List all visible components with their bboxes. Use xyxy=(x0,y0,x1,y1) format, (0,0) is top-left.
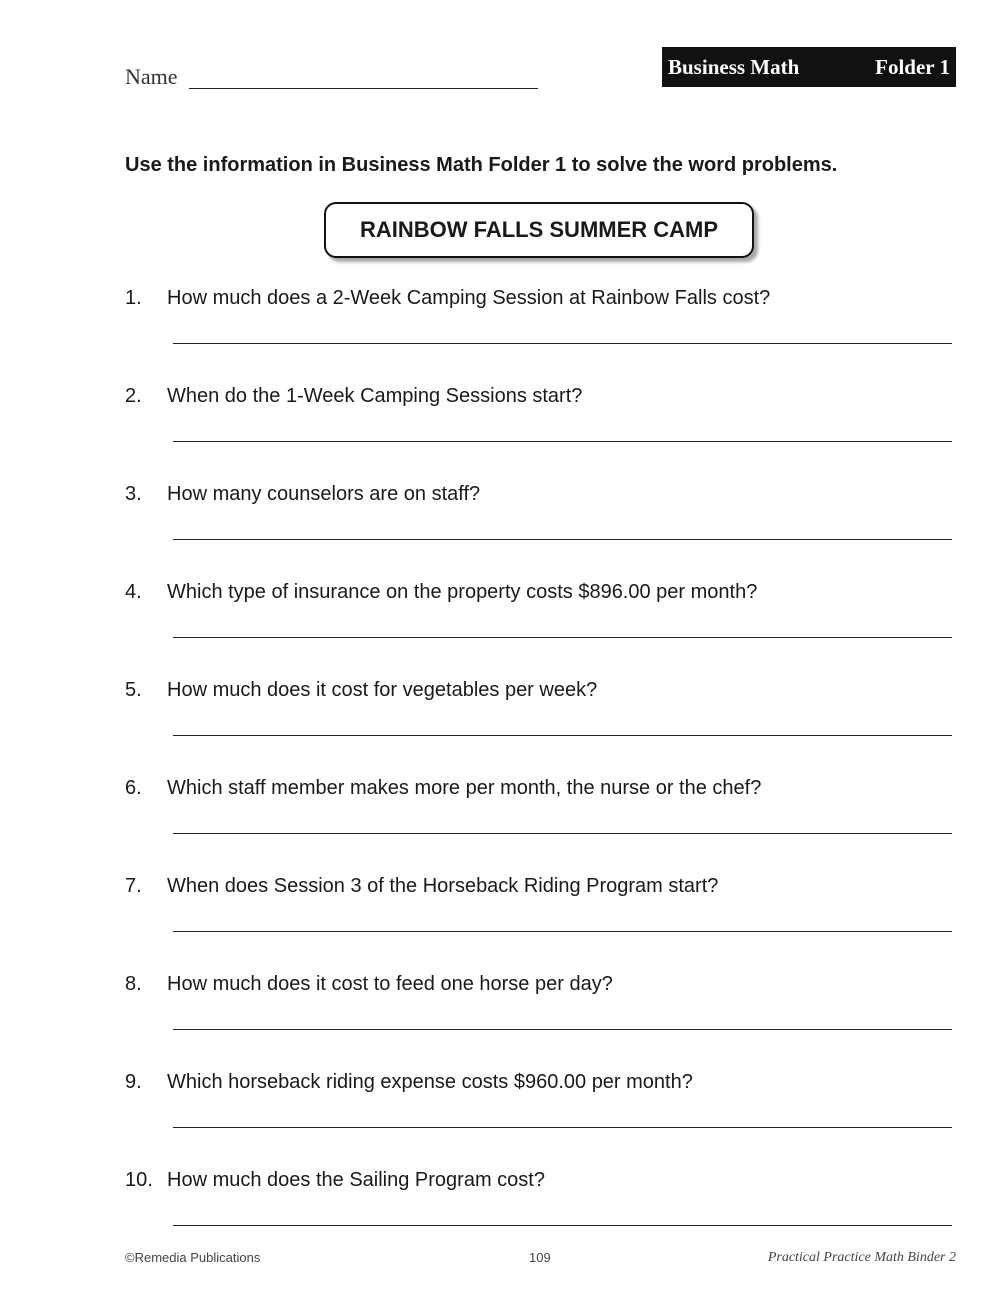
footer-publisher: ©Remedia Publications xyxy=(125,1250,261,1265)
answer-line[interactable] xyxy=(173,833,952,834)
answer-line[interactable] xyxy=(173,637,952,638)
question-text: How much does the Sailing Program cost? xyxy=(167,1169,545,1191)
question-3 xyxy=(0,483,1000,581)
question-4 xyxy=(0,581,1000,679)
question-text: Which horseback riding expense costs $960.00 per month? xyxy=(167,1071,693,1093)
question-text: How much does a 2-Week Camping Session at Rainbow Falls cost? xyxy=(167,287,771,309)
answer-line[interactable] xyxy=(173,1127,952,1128)
question-number: 3. xyxy=(125,483,142,505)
question-text: Which staff member makes more per month, the nurse or the chef? xyxy=(167,777,762,799)
answer-line[interactable] xyxy=(173,441,952,442)
question-7 xyxy=(0,875,1000,973)
question-text: How many counselors are on staff? xyxy=(167,483,481,505)
question-8 xyxy=(0,973,1000,1071)
question-2 xyxy=(0,385,1000,483)
question-number: 9. xyxy=(125,1071,142,1093)
footer-book-title: Practical Practice Math Binder 2 xyxy=(767,1250,956,1265)
question-number: 1. xyxy=(125,287,142,309)
question-text: When does Session 3 of the Horseback Riding Program start? xyxy=(167,875,719,897)
folder-subject: Business Math xyxy=(668,54,800,79)
folder-badge xyxy=(662,47,956,87)
question-9 xyxy=(0,1071,1000,1169)
camp-title: RAINBOW FALLS SUMMER CAMP xyxy=(324,202,754,258)
question-number: 5. xyxy=(125,679,142,701)
question-6 xyxy=(0,777,1000,875)
answer-line[interactable] xyxy=(173,1029,952,1030)
name-field[interactable] xyxy=(189,88,538,89)
question-number: 2. xyxy=(125,385,142,407)
question-text: Which type of insurance on the property costs $896.00 per month? xyxy=(167,581,758,603)
question-number: 10. xyxy=(125,1169,153,1191)
question-text: When do the 1-Week Camping Sessions start? xyxy=(167,385,583,407)
question-text: How much does it cost to feed one horse per day? xyxy=(167,973,613,995)
answer-line[interactable] xyxy=(173,343,952,344)
question-text: How much does it cost for vegetables per week? xyxy=(167,679,598,701)
answer-line[interactable] xyxy=(173,539,952,540)
question-5 xyxy=(0,679,1000,777)
answer-line[interactable] xyxy=(173,735,952,736)
question-number: 6. xyxy=(125,777,142,799)
footer-page-number: 109 xyxy=(529,1250,551,1265)
page-footer xyxy=(125,1250,956,1268)
name-label: Name xyxy=(125,64,178,89)
question-number: 8. xyxy=(125,973,142,995)
instructions: Use the information in Business Math Folder 1 to solve the word problems. xyxy=(125,154,838,176)
question-number: 4. xyxy=(125,581,142,603)
folder-number: Folder 1 xyxy=(875,54,950,79)
answer-line[interactable] xyxy=(173,1225,952,1226)
answer-line[interactable] xyxy=(173,931,952,932)
question-number: 7. xyxy=(125,875,142,897)
question-1 xyxy=(0,287,1000,385)
